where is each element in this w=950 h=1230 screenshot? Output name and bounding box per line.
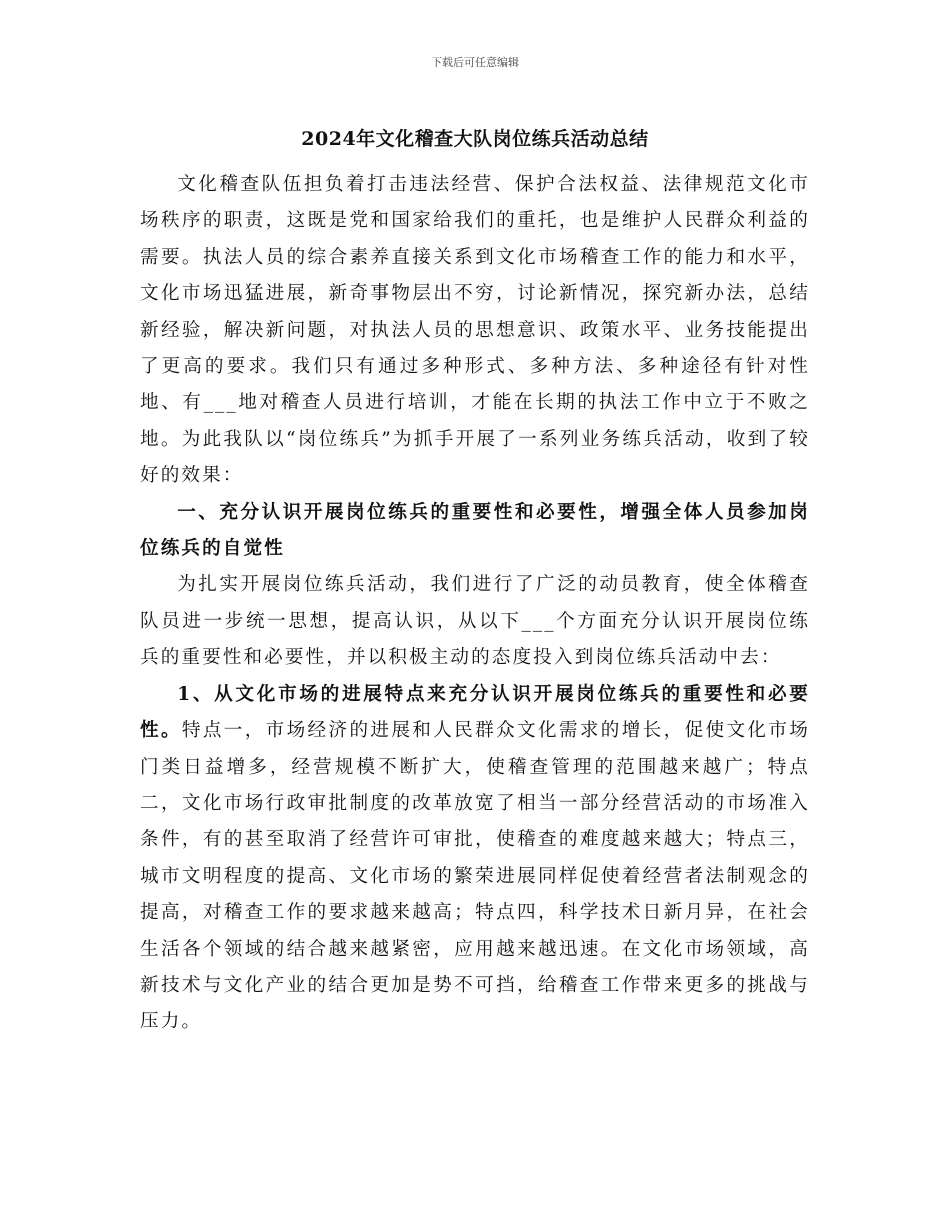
paragraph-intro: 文化稽查队伍担负着打击违法经营、保护合法权益、法律规范文化市场秩序的职责，这既是党和国家给我们的重托，也是维护人民群众利益的需要。执法人员的综合素养直接关系到文化市场稽查工作的能力和水平，文化市场迅猛进展，新奇事物层出不穷，讨论新情况，探究新办法，总结新经验，解决新问题，对执法人员的思想意识、政策水平、业务技能提出了更高的要求。我们只有通过多种形式、多种方法、多种途径有针对性地、有___地对稽查人员进行培训，才能在长期的执法工作中立于不败之地。为此我队以“岗位练兵”为抓手开展了一系列业务练兵活动，收到了较好的效果： <box>140 174 810 487</box>
section-heading-1: 一、充分认识开展岗位练兵的重要性和必要性，增强全体人员参加岗位练兵的自觉性 <box>140 501 810 560</box>
point-1-body: 特点一，市场经济的进展和人民群众文化需求的增长，促使文化市场门类日益增多，经营规模不断扩大，使稽查管理的范围越来越广；特点二，文化市场行政审批制度的改革放宽了相当一部分经营活动的市场准入条件，有的甚至取消了经营许可审批，使稽查的难度越来越大；特点三，城市文明程度的提高、文化市场的繁荣进展同样促使着经营者法制观念的提高，对稽查工作的要求越来越高；特点四，科学技术日新月异，在社会生活各个领域的结合越来越紧密，应用越来越迅速。在文化市场领域，高新技术与文化产业的结合更加是势不可挡，给稽查工作带来更多的挑战与压力。 <box>140 720 810 1033</box>
point-1-lead: 1、从文化市场的进展特点来充分认识开展岗位练兵的重要性和必要性。 <box>140 683 810 742</box>
document-title: 2024年文化稽查大队岗位练兵活动总结 <box>301 128 649 150</box>
paragraph-point-1 <box>140 677 810 1041</box>
header-note: 下载后可任意编辑 <box>431 56 519 69</box>
document-body <box>140 167 810 1041</box>
paragraph-mobilization: 为扎实开展岗位练兵活动，我们进行了广泛的动员教育，使全体稽查队员进一步统一思想，提高认识，从以下___个方面充分认识开展岗位练兵的重要性和必要性，并以积极主动的态度投入到岗位练兵活动中去： <box>140 574 810 669</box>
